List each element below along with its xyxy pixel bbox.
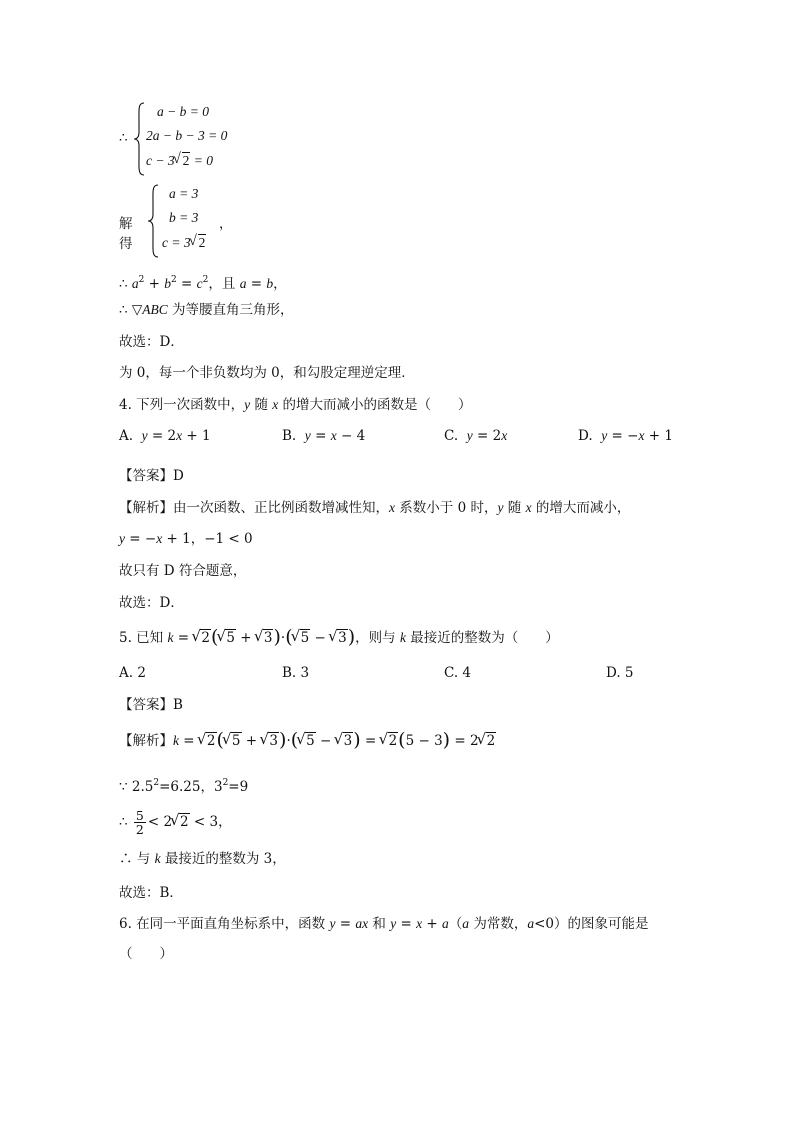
system2-row-1: a = 3 xyxy=(169,186,199,201)
q4-option-d: D. y = −x + 1 xyxy=(578,428,673,444)
system2-suffix: ， xyxy=(219,216,233,232)
q4-analysis-line-4: 故选：D． xyxy=(119,595,184,611)
q5-analysis-line-5: 故选：B． xyxy=(119,885,183,901)
q6-stem: 6. 在同一平面直角坐标系中，函数 y = ax 和 y = x + a（a 为常数，a<0）的图象可能是 xyxy=(119,916,649,932)
therefore-symbol: ∴ xyxy=(119,130,128,146)
q4-stem: 4. 下列一次函数中，y 随 x 的增大而减小的函数是（ ） xyxy=(119,397,472,413)
q5-answer: 【答案】B xyxy=(119,697,183,713)
system1-row-3: c − 3√ 2 = 0 xyxy=(146,153,213,169)
solve-label: 解得 xyxy=(119,216,133,252)
system1-row-1: a − b = 0 xyxy=(157,104,209,119)
system2-row-3: c = 3√ 2 xyxy=(162,235,206,251)
q5-analysis-line-3: ∴ $\frac{5}{2}$ < 2√ 2 < 3， xyxy=(119,809,232,836)
q5-option-c: C. 4 xyxy=(444,665,472,681)
q5-option-d: D. 5 xyxy=(606,665,634,681)
system1-row-2: 2a − b − 3 = 0 xyxy=(146,128,228,143)
left-brace-icon xyxy=(147,184,159,258)
conclusion-line-1: ∴ $a^2 + b^2 = c^2$，且 a = b， xyxy=(119,275,287,292)
q4-option-a: A. y = 2x + 1 xyxy=(119,428,211,444)
q4-option-c: C. y = 2x xyxy=(444,428,508,444)
q5-analysis: 【解析】k = √ 2(√ 5 + √ 3)·(√ 5 − √ 3) = √ 2(5 − 3) = 2√ 2 xyxy=(119,731,496,750)
left-brace-icon xyxy=(133,102,145,176)
conclusion-line-3: 故选：D． xyxy=(119,334,184,350)
q5-option-a: A. 2 xyxy=(119,665,146,681)
q6-stem-line-2: （ ） xyxy=(119,946,173,962)
q4-analysis-line-3: 故只有 D 符合题意， xyxy=(119,563,247,579)
q5-stem: 5. 已知 k = √ 2(√ 5 + √ 3)·(√ 5 − √ 3)，则与 k 最接近的整数为（ ） xyxy=(119,628,559,647)
note-line: 为 0，每一个非负数均为 0，和勾股定理逆定理． xyxy=(119,365,415,381)
q4-option-b: B. y = x − 4 xyxy=(282,428,366,444)
q5-option-b: B. 3 xyxy=(282,665,310,681)
system2-row-2: b = 3 xyxy=(169,210,199,225)
q4-analysis-line-2: y = −x + 1，−1 < 0 xyxy=(119,531,253,547)
q5-analysis-line-2: ∵ $2.5^2=6.25$，$3^2=9$ xyxy=(119,778,249,795)
q5-analysis-line-4: ∴ 与 k 最接近的整数为 3， xyxy=(119,851,286,867)
q4-analysis: 【解析】由一次函数、正比例函数增减性知，x 系数小于 0 时，y 随 x 的增大而减小， xyxy=(119,500,631,516)
q4-answer: 【答案】D xyxy=(119,468,184,484)
conclusion-line-2: ∴ ▽ABC 为等腰直角三角形， xyxy=(119,302,294,318)
